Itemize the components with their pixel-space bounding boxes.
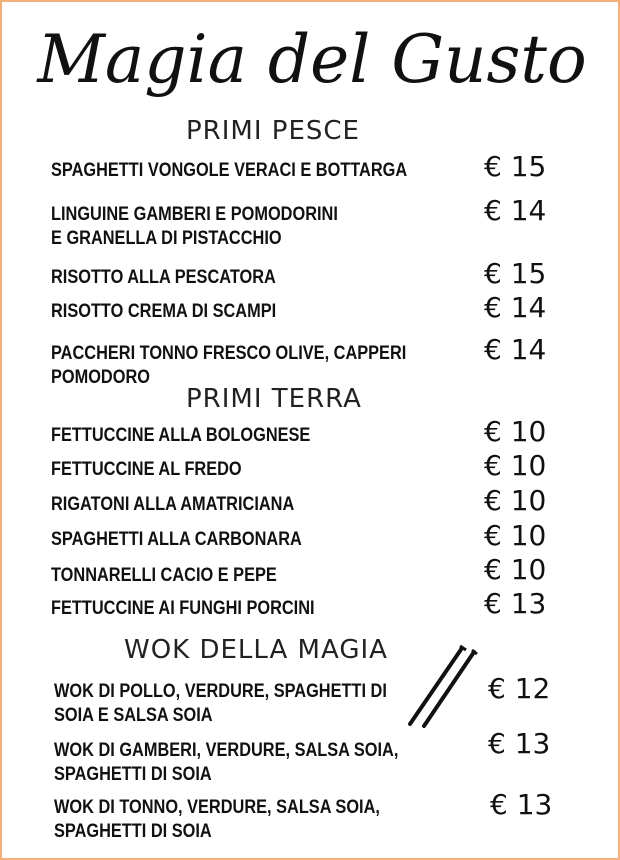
menu-item-price: € 15: [484, 150, 547, 183]
menu-item-price: € 10: [484, 519, 547, 552]
menu-item-name: FETTUCCINE ALLA BOLOGNESE: [51, 425, 311, 446]
menu-item-name: FETTUCCINE AI FUNGHI PORCINI: [51, 598, 315, 619]
restaurant-logo: [2, 8, 620, 104]
menu-item-name: WOK DI POLLO, VERDURE, SPAGHETTI DI SOIA E SALSA SOIA: [54, 681, 387, 726]
menu-item-name: RISOTTO ALLA PESCATORA: [51, 267, 276, 288]
section-title-primi-terra: PRIMI TERRA: [186, 384, 362, 414]
chopsticks-icon: [404, 642, 480, 728]
menu-item-price: € 14: [484, 333, 547, 366]
menu-item-price: € 10: [484, 449, 547, 482]
menu-item-price: € 15: [484, 257, 547, 290]
menu-item-name: TONNARELLI CACIO E PEPE: [51, 565, 277, 586]
menu-item-price: € 10: [484, 415, 547, 448]
menu-item-price: € 13: [484, 587, 547, 620]
menu-item-price: € 13: [490, 788, 553, 821]
menu-item-name: FETTUCCINE AL FREDO: [51, 459, 242, 480]
section-title-primi-pesce: PRIMI PESCE: [186, 116, 360, 146]
menu-item-name: SPAGHETTI VONGOLE VERACI E BOTTARGA: [51, 160, 408, 181]
menu-item-name: SPAGHETTI ALLA CARBONARA: [51, 529, 302, 550]
menu-item-price: € 13: [488, 727, 551, 760]
menu-item-price: € 14: [484, 291, 547, 324]
menu-item-price: € 10: [484, 484, 547, 517]
menu-item-price: € 12: [488, 672, 551, 705]
menu-item-name: WOK DI TONNO, VERDURE, SALSA SOIA, SPAGHETTI DI SOIA: [54, 797, 380, 842]
menu-item-name: WOK DI GAMBERI, VERDURE, SALSA SOIA, SPAGHETTI DI SOIA: [54, 740, 399, 785]
section-title-wok-della-magia: WOK DELLA MAGIA: [124, 635, 388, 665]
menu-item-name: RISOTTO CREMA DI SCAMPI: [51, 301, 277, 322]
menu-item-name: PACCHERI TONNO FRESCO OLIVE, CAPPERI POMODORO: [51, 343, 407, 388]
menu-item-name: LINGUINE GAMBERI E POMODORINI E GRANELLA DI PISTACCHIO: [51, 204, 338, 249]
menu-item-name: RIGATONI ALLA AMATRICIANA: [51, 494, 295, 515]
menu-item-price: € 10: [484, 553, 547, 586]
restaurant-name: Magia del Gusto: [37, 21, 587, 98]
menu-item-price: € 14: [484, 194, 547, 227]
